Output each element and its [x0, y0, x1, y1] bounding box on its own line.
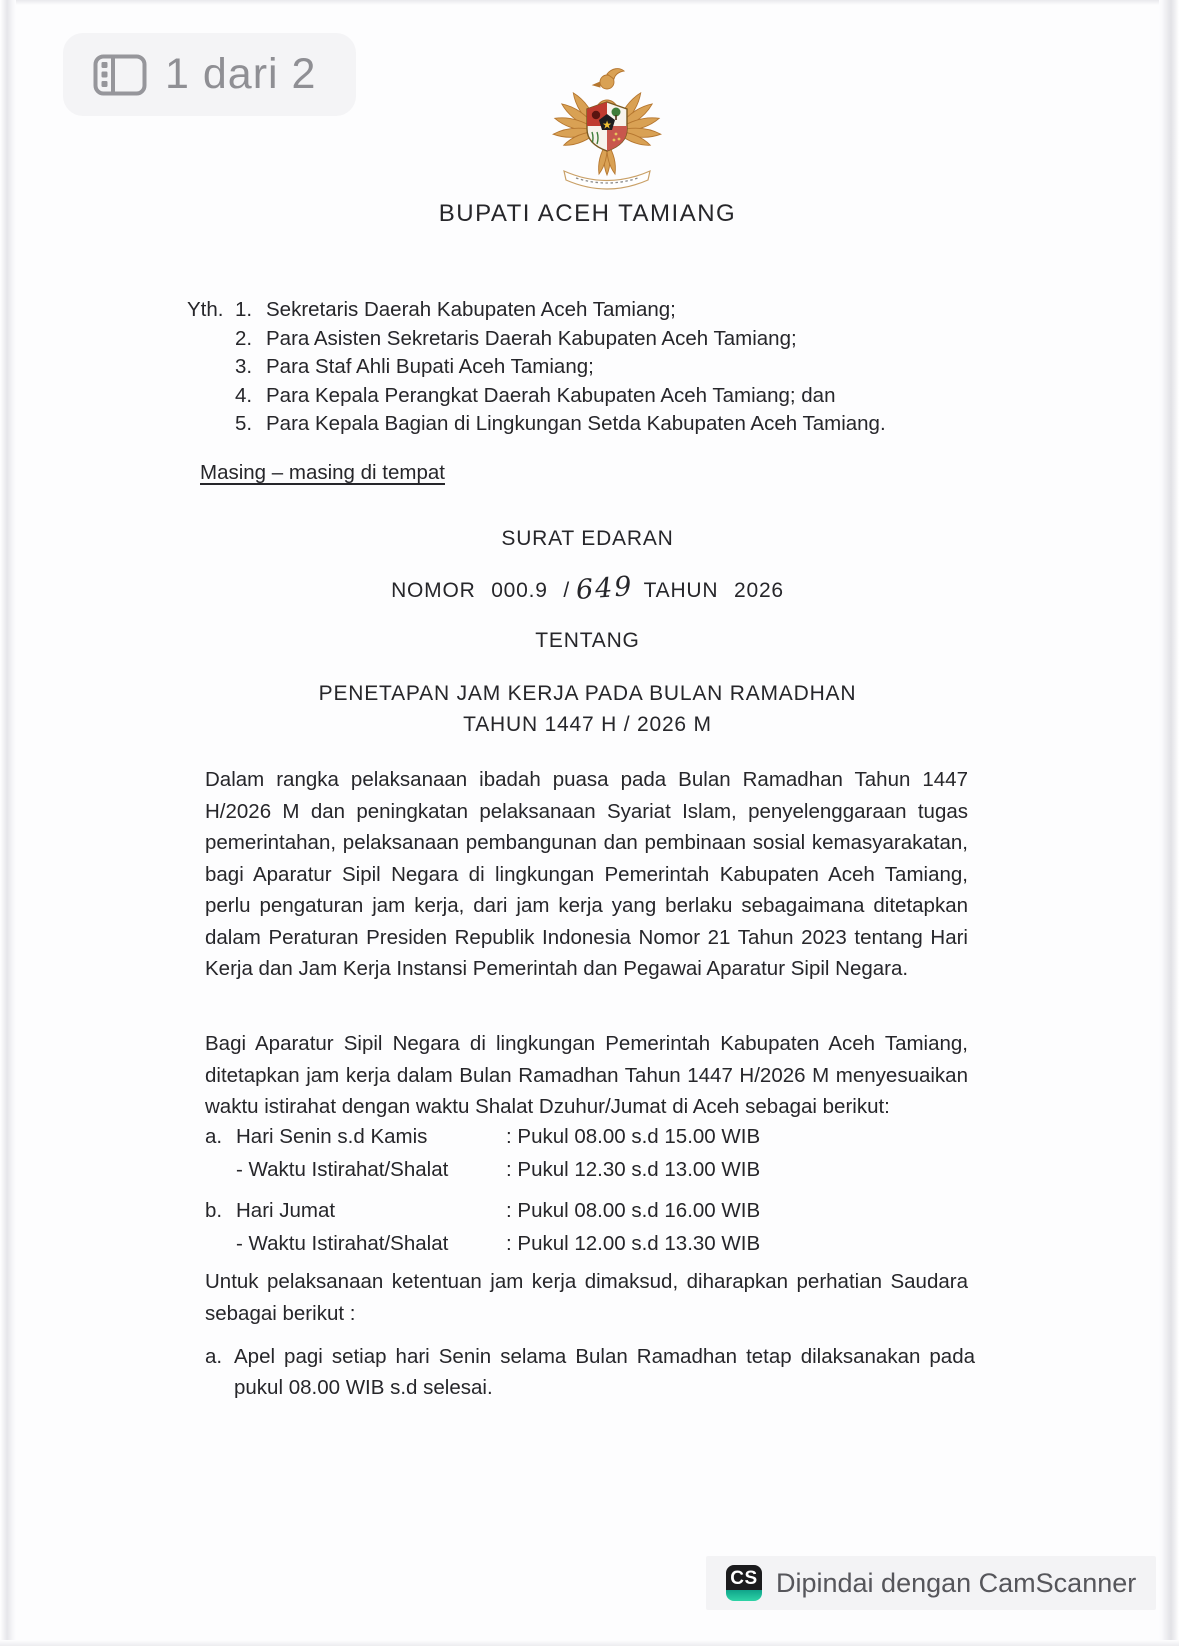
page-indicator-label: 1 dari 2 — [165, 50, 317, 98]
row-label — [205, 1228, 236, 1261]
break-label: - Waktu Istirahat/Shalat — [236, 1157, 449, 1181]
work-hours-list — [205, 1121, 968, 1260]
day-label: Hari Senin s.d Kamis — [236, 1125, 428, 1148]
handwritten-number: 649 — [575, 571, 635, 606]
recipient-number: 3. — [235, 355, 253, 379]
letterhead-title: BUPATI ACEH TAMIANG — [438, 200, 737, 227]
doc-type-heading: SURAT EDARAN — [501, 527, 674, 550]
doc-number-prefix: NOMOR 000.9 / — [391, 579, 571, 602]
recipient-number: 4. — [235, 383, 253, 407]
closing-paragraph: Untuk pelaksanaan ketentuan jam kerja dimaksud, diharapkan perhatian Saudara sebagai berikut : — [205, 1270, 968, 1325]
break-time-value: : Pukul 12.00 s.d 13.30 WIB — [506, 1231, 761, 1255]
day-label: Hari Jumat — [236, 1199, 336, 1222]
recipient-item — [235, 325, 886, 354]
recipients-list — [235, 296, 886, 439]
recipient-text: Para Asisten Sekretaris Daerah Kabupaten Aceh Tamiang; — [266, 326, 797, 350]
recipient-item — [235, 353, 886, 382]
doc-number-line — [205, 573, 970, 604]
recipients-salutation: Yth. — [187, 298, 224, 321]
opening-paragraph: Dalam rangka pelaksanaan ibadah puasa pada Bulan Ramadhan Tahun 1447 H/2026 M dan peningkatan pelaksanaan Syariat Islam, penyelenggaraan tugas pemerintahan, pelaksanaan pembangunan dan pembinaan sosial kemasyarakatan, bagi Aparatur Sipil Negara di lingkungan Pemerintah Kabupaten Aceh Tamiang, perlu pengaturan jam kerja, dari jam kerja yang berlaku sebagaimana ditetapkan dalam Peraturan Presiden Republik Indonesia Nomor 21 Tahun 2023 tentang Hari Kerja dan Jam Kerja Instansi Pemerintah dan Pegawai Aparatur Sipil Negara. — [205, 768, 968, 980]
scan-edge-right — [1159, 0, 1179, 1646]
work-hours-break-row — [205, 1228, 968, 1261]
row-label: b. — [205, 1199, 223, 1222]
address-note: Masing – masing di tempat — [200, 461, 445, 484]
recipient-item — [235, 382, 886, 411]
instruction-item — [205, 1341, 975, 1403]
recipient-item — [235, 296, 886, 325]
subject-line-1: PENETAPAN JAM KERJA PADA BULAN RAMADHAN — [318, 682, 857, 705]
work-hours-break-row — [205, 1154, 968, 1187]
subject-heading — [205, 678, 970, 740]
recipient-number: 5. — [235, 412, 253, 436]
time-value: : Pukul 08.00 s.d 15.00 WIB — [506, 1125, 761, 1148]
recipient-item — [235, 410, 886, 439]
recipient-text: Para Kepala Perangkat Daerah Kabupaten Aceh Tamiang; dan — [266, 383, 836, 407]
break-time-value: : Pukul 12.30 s.d 13.00 WIB — [506, 1157, 761, 1181]
scan-edge-bottom — [0, 1640, 1179, 1646]
camscanner-logo-icon: CS — [726, 1565, 762, 1601]
recipients-block — [187, 296, 886, 439]
recipient-number: 1. — [235, 298, 253, 321]
time-value: : Pukul 08.00 s.d 16.00 WIB — [506, 1199, 761, 1222]
stipulation-paragraph: Bagi Aparatur Sipil Negara di lingkungan Pemerintah Kabupaten Aceh Tamiang, ditetapkan jam kerja dalam Bulan Ramadhan Tahun 1447 H/2026 M menyesuaikan waktu istirahat dengan waktu Shalat Dzuhur/Jumat di Aceh sebagai berikut: — [205, 1032, 968, 1118]
break-label: - Waktu Istirahat/Shalat — [236, 1231, 449, 1255]
about-heading: TENTANG — [535, 629, 640, 652]
row-label — [205, 1154, 236, 1187]
subject-line-2: TAHUN 1447 H / 2026 M — [463, 713, 712, 736]
instruction-text: Apel pagi setiap hari Senin selama Bulan Ramadhan tetap dilaksanakan pada pukul 08.00 WIB s.d selesai. — [234, 1345, 975, 1399]
instruction-label: a. — [205, 1345, 223, 1368]
doc-number-suffix: TAHUN 2026 — [643, 579, 784, 602]
recipient-text: Sekretaris Daerah Kabupaten Aceh Tamiang; — [266, 298, 676, 321]
garuda-pancasila-emblem — [546, 62, 668, 198]
watermark-text: Dipindai dengan CamScanner — [776, 1567, 1137, 1598]
work-hours-row — [205, 1195, 968, 1228]
svg-text:★: ★ — [602, 118, 612, 132]
scan-edge-top — [0, 0, 1179, 5]
camscanner-watermark — [706, 1556, 1156, 1610]
row-label: a. — [205, 1125, 223, 1148]
work-hours-row — [205, 1121, 968, 1154]
pages-icon — [93, 54, 147, 96]
recipient-number: 2. — [235, 326, 253, 350]
recipient-text: Para Staf Ahli Bupati Aceh Tamiang; — [266, 355, 594, 379]
recipient-text: Para Kepala Bagian di Lingkungan Setda Kabupaten Aceh Tamiang. — [266, 412, 886, 436]
page-indicator-badge[interactable] — [63, 33, 356, 116]
scan-edge-left — [0, 0, 16, 1646]
